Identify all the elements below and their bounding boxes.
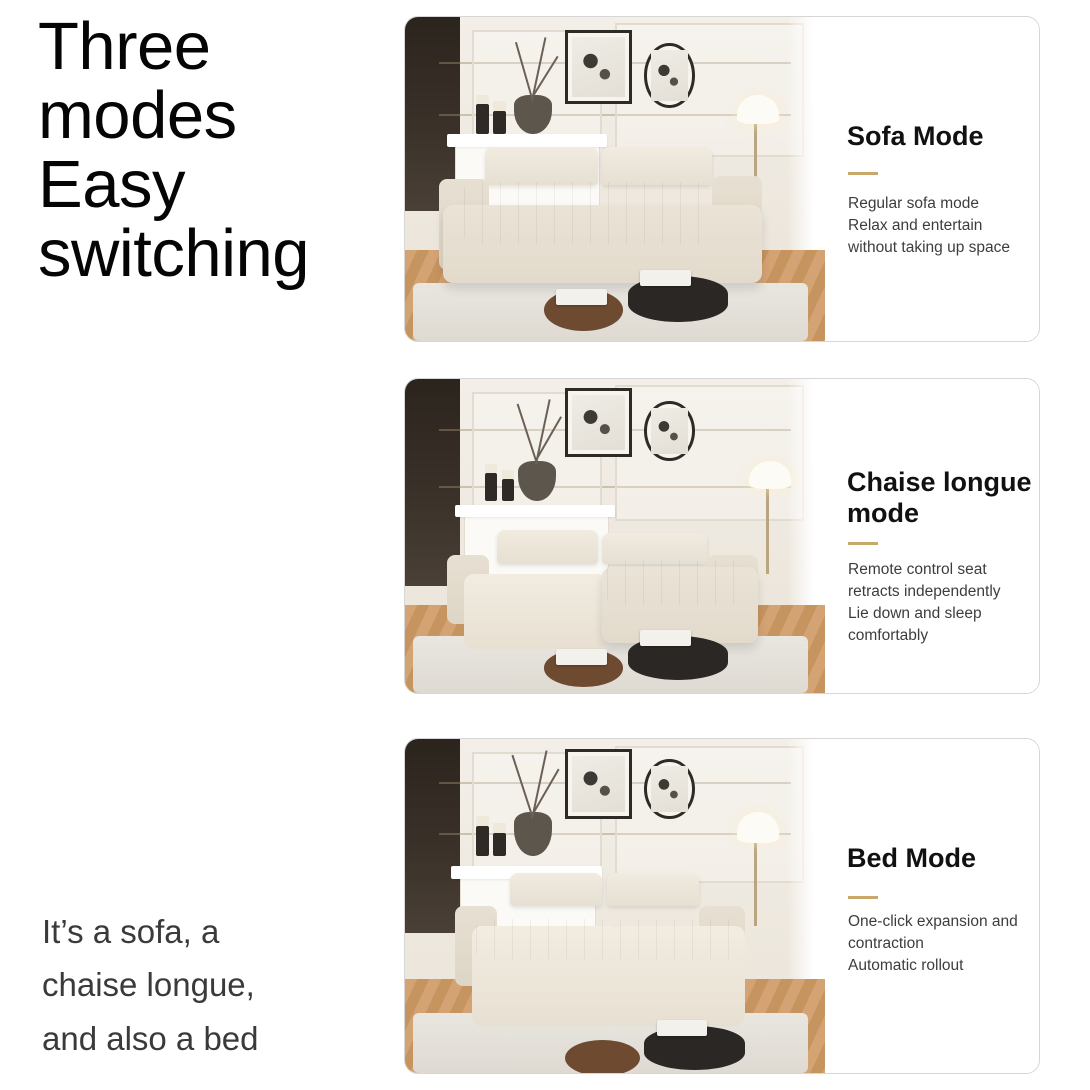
left-text-column xyxy=(0,0,400,1090)
headline-line-2: modes xyxy=(38,78,237,153)
bed-mode-photo xyxy=(405,739,825,1073)
tagline-line-3: and also a bed xyxy=(42,1019,259,1057)
headline-line-4: switching xyxy=(38,216,310,291)
bed-mode-desc-line-3: Automatic rollout xyxy=(848,957,964,974)
chaise-longue-mode-divider xyxy=(848,542,878,545)
chaise-longue-mode-text xyxy=(825,379,1039,693)
chaise-longue-mode-description xyxy=(848,559,1033,647)
sofa-mode-text xyxy=(825,17,1039,341)
tagline xyxy=(42,905,392,1065)
sofa-mode-photo xyxy=(405,17,825,341)
headline-line-1: Three xyxy=(38,9,211,84)
chaise-longue-desc-line-1: Remote control seat xyxy=(848,561,987,578)
chaise-longue-mode-photo xyxy=(405,379,825,693)
chaise-longue-desc-line-4: comfortably xyxy=(848,627,929,644)
sofa-mode-description xyxy=(848,193,1033,259)
bed-mode-text xyxy=(825,739,1039,1073)
bed-mode-desc-line-1: One-click expansion and xyxy=(848,913,1018,930)
mode-card-bed xyxy=(404,738,1040,1074)
sofa-mode-desc-line-3: without taking up space xyxy=(848,239,1010,256)
chaise-longue-mode-title: Chaise longue mode xyxy=(847,467,1032,529)
bed-mode-divider xyxy=(848,896,878,899)
sofa-mode-title: Sofa Mode xyxy=(847,121,984,151)
bed-mode-title: Bed Mode xyxy=(847,843,977,873)
mode-card-chaise-longue xyxy=(404,378,1040,694)
bed-mode-description xyxy=(848,911,1033,977)
sofa-mode-desc-line-1: Regular sofa mode xyxy=(848,195,979,212)
tagline-line-2: chaise longue, xyxy=(42,966,255,1004)
tagline-line-1: It’s a sofa, a xyxy=(42,913,220,950)
page-title xyxy=(38,9,398,291)
headline-line-3: Easy xyxy=(38,147,185,222)
bed-mode-desc-line-2: contraction xyxy=(848,935,924,952)
chaise-longue-desc-line-3: Lie down and sleep xyxy=(848,605,982,622)
mode-card-sofa xyxy=(404,16,1040,342)
sofa-mode-divider xyxy=(848,172,878,175)
sofa-mode-desc-line-2: Relax and entertain xyxy=(848,217,983,234)
chaise-longue-desc-line-2: retracts independently xyxy=(848,583,1001,600)
